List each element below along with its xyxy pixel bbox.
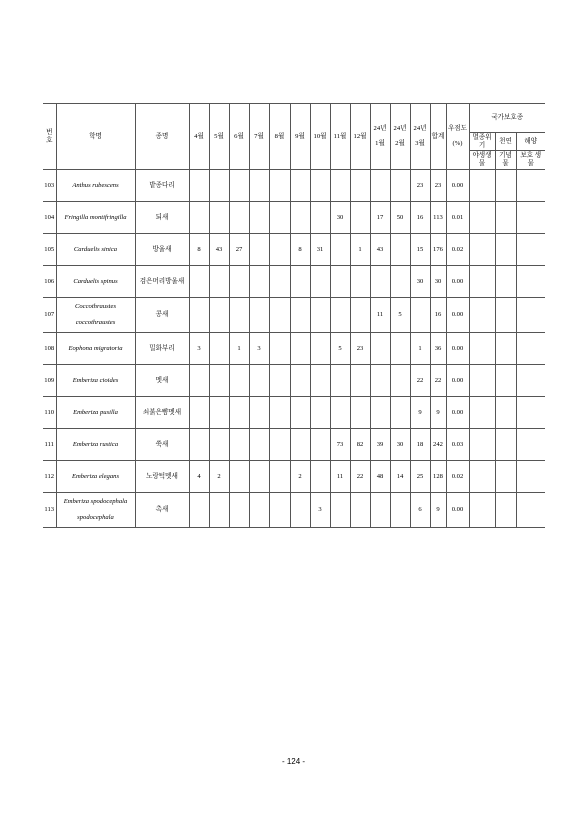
count-cell [390, 234, 410, 266]
header-month: 8월 [269, 104, 290, 170]
row-number: 110 [43, 397, 56, 429]
dominance-cell: 0.00 [446, 365, 469, 397]
count-cell: 1 [229, 333, 249, 365]
count-cell [229, 461, 249, 493]
count-cell [370, 365, 390, 397]
dominance-cell: 0.01 [446, 202, 469, 234]
count-cell: 27 [229, 234, 249, 266]
endangered-cell [469, 333, 495, 365]
count-cell [249, 266, 269, 298]
table-row [43, 234, 545, 266]
count-cell [249, 170, 269, 202]
count-cell [310, 333, 330, 365]
count-cell [310, 266, 330, 298]
count-cell [229, 429, 249, 461]
dominance-cell: 0.02 [446, 461, 469, 493]
header-jan-month: 1월 [375, 140, 385, 148]
header-mar [410, 104, 430, 170]
row-number: 107 [43, 298, 56, 333]
scientific-name-line: Emberiza cioides [72, 376, 119, 384]
monument-cell [495, 365, 516, 397]
total-cell: 9 [430, 493, 446, 528]
count-cell [269, 429, 290, 461]
count-cell [290, 170, 310, 202]
marine-cell [516, 298, 545, 333]
header-national-protected: 국가보호종 [469, 104, 545, 133]
scientific-name [56, 202, 135, 234]
total-cell: 22 [430, 365, 446, 397]
count-cell [350, 365, 370, 397]
count-cell [269, 397, 290, 429]
monument-cell [495, 333, 516, 365]
header-species-name: 종명 [135, 104, 189, 170]
dominance-cell: 0.00 [446, 298, 469, 333]
scientific-name-line: coccothraustes [75, 318, 116, 326]
count-cell [350, 493, 370, 528]
scientific-name [56, 365, 135, 397]
header-marine-line1: 해양 [516, 133, 545, 151]
count-cell [269, 266, 290, 298]
table-row [43, 202, 545, 234]
total-cell: 242 [430, 429, 446, 461]
scientific-name [56, 333, 135, 365]
count-cell [310, 429, 330, 461]
scientific-name-line: spodocephala [77, 513, 114, 521]
table-body [43, 170, 545, 528]
count-cell [249, 234, 269, 266]
count-cell [229, 493, 249, 528]
row-number: 103 [43, 170, 56, 202]
count-cell [209, 266, 229, 298]
count-cell: 1 [410, 333, 430, 365]
row-number: 112 [43, 461, 56, 493]
scientific-name-line: Anthus rubescens [72, 181, 119, 189]
scientific-name-line: Emberiza pusilla [73, 408, 118, 416]
header-dominance-label: 우점도 [447, 124, 468, 132]
scientific-name-line: Coccothraustes [74, 303, 117, 311]
marine-cell [516, 397, 545, 429]
count-cell [269, 234, 290, 266]
count-cell [269, 298, 290, 333]
count-cell: 48 [370, 461, 390, 493]
count-cell: 82 [350, 429, 370, 461]
count-cell: 30 [330, 202, 350, 234]
endangered-cell [469, 493, 495, 528]
count-cell [269, 170, 290, 202]
count-cell [390, 333, 410, 365]
marine-cell [516, 365, 545, 397]
total-cell: 128 [430, 461, 446, 493]
header-month: 10월 [310, 104, 330, 170]
count-cell [189, 365, 209, 397]
count-cell [189, 202, 209, 234]
marine-cell [516, 170, 545, 202]
count-cell [209, 397, 229, 429]
species-name: 밀화부리 [135, 333, 189, 365]
count-cell [290, 202, 310, 234]
count-cell: 2 [290, 461, 310, 493]
header-month: 12월 [350, 104, 370, 170]
species-name: 콩새 [135, 298, 189, 333]
monument-cell [495, 429, 516, 461]
table-row [43, 365, 545, 397]
row-number: 109 [43, 365, 56, 397]
row-number: 105 [43, 234, 56, 266]
scientific-name-line: Eophona migratoria [68, 344, 123, 352]
count-cell: 6 [410, 493, 430, 528]
species-name: 밭종다리 [135, 170, 189, 202]
species-name: 노랑턱멧새 [135, 461, 189, 493]
scientific-name-line: Carduelis sinica [73, 245, 118, 253]
count-cell [330, 365, 350, 397]
marine-cell [516, 266, 545, 298]
count-cell [330, 493, 350, 528]
row-number: 104 [43, 202, 56, 234]
count-cell [249, 365, 269, 397]
count-cell: 5 [330, 333, 350, 365]
count-cell: 30 [390, 429, 410, 461]
header-mar-month: 3월 [415, 140, 425, 148]
monument-cell [495, 202, 516, 234]
count-cell [189, 298, 209, 333]
count-cell [410, 298, 430, 333]
header-endangered-line2: 야생생물 [469, 151, 495, 170]
count-cell [370, 333, 390, 365]
monument-cell [495, 170, 516, 202]
count-cell: 43 [370, 234, 390, 266]
count-cell: 4 [189, 461, 209, 493]
count-cell: 3 [189, 333, 209, 365]
count-cell [189, 266, 209, 298]
monument-cell [495, 493, 516, 528]
dominance-cell: 0.00 [446, 397, 469, 429]
count-cell [370, 397, 390, 429]
count-cell [209, 429, 229, 461]
scientific-name-line: Fringilla montifringilla [64, 213, 127, 221]
count-cell: 16 [410, 202, 430, 234]
count-cell [209, 493, 229, 528]
count-cell [310, 461, 330, 493]
scientific-name-line: Emberiza elegans [71, 472, 120, 480]
count-cell: 22 [410, 365, 430, 397]
count-cell [350, 298, 370, 333]
count-cell [290, 397, 310, 429]
scientific-name [56, 170, 135, 202]
count-cell [390, 397, 410, 429]
count-cell: 2 [209, 461, 229, 493]
monument-cell [495, 397, 516, 429]
row-number: 111 [43, 429, 56, 461]
count-cell: 8 [290, 234, 310, 266]
count-cell: 3 [310, 493, 330, 528]
marine-cell [516, 202, 545, 234]
species-name: 방울새 [135, 234, 189, 266]
header-month: 5월 [209, 104, 229, 170]
scientific-name [56, 397, 135, 429]
table-row [43, 266, 545, 298]
scientific-name [56, 461, 135, 493]
count-cell [189, 397, 209, 429]
endangered-cell [469, 202, 495, 234]
count-cell [189, 493, 209, 528]
header-dominance-unit: (%) [452, 140, 463, 148]
header-month: 9월 [290, 104, 310, 170]
scientific-name [56, 298, 135, 333]
count-cell [310, 397, 330, 429]
header-scientific-name: 학명 [56, 104, 135, 170]
endangered-cell [469, 365, 495, 397]
table-row [43, 493, 545, 528]
endangered-cell [469, 298, 495, 333]
header-month: 6월 [229, 104, 249, 170]
endangered-cell [469, 170, 495, 202]
count-cell [290, 365, 310, 397]
marine-cell [516, 461, 545, 493]
count-cell: 3 [249, 333, 269, 365]
count-cell [249, 298, 269, 333]
total-cell: 176 [430, 234, 446, 266]
count-cell: 17 [370, 202, 390, 234]
header-dominance [446, 104, 469, 170]
count-cell [290, 266, 310, 298]
count-cell [330, 266, 350, 298]
header-feb [390, 104, 410, 170]
table-row [43, 170, 545, 202]
count-cell [370, 493, 390, 528]
marine-cell [516, 333, 545, 365]
species-name: 쇠붉은뺨멧새 [135, 397, 189, 429]
count-cell [209, 202, 229, 234]
header-month: 4월 [189, 104, 209, 170]
row-number: 108 [43, 333, 56, 365]
monument-cell [495, 461, 516, 493]
table-row [43, 397, 545, 429]
count-cell [269, 461, 290, 493]
marine-cell [516, 234, 545, 266]
scientific-name-line: Emberiza rustica [72, 440, 119, 448]
count-cell [249, 429, 269, 461]
count-cell [249, 202, 269, 234]
count-cell [370, 170, 390, 202]
count-cell [229, 365, 249, 397]
count-cell [370, 266, 390, 298]
count-cell [209, 333, 229, 365]
count-cell: 11 [330, 461, 350, 493]
count-cell [209, 365, 229, 397]
count-cell [310, 298, 330, 333]
count-cell [350, 397, 370, 429]
header-jan [370, 104, 390, 170]
scientific-name [56, 266, 135, 298]
count-cell: 23 [410, 170, 430, 202]
endangered-cell [469, 234, 495, 266]
scientific-name-line: Carduelis spinus [73, 277, 118, 285]
total-cell: 113 [430, 202, 446, 234]
page-number: - 124 - [281, 757, 306, 766]
header-feb-month: 2월 [395, 140, 405, 148]
count-cell [269, 493, 290, 528]
species-table [43, 103, 545, 528]
count-cell [310, 170, 330, 202]
species-name: 멧새 [135, 365, 189, 397]
count-cell: 50 [390, 202, 410, 234]
monument-cell [495, 266, 516, 298]
count-cell [229, 298, 249, 333]
count-cell: 15 [410, 234, 430, 266]
count-cell: 30 [410, 266, 430, 298]
dominance-cell: 0.00 [446, 266, 469, 298]
count-cell [350, 266, 370, 298]
marine-cell [516, 493, 545, 528]
count-cell [189, 170, 209, 202]
count-cell: 25 [410, 461, 430, 493]
count-cell: 1 [350, 234, 370, 266]
count-cell: 5 [390, 298, 410, 333]
count-cell: 9 [410, 397, 430, 429]
total-cell: 36 [430, 333, 446, 365]
count-cell [269, 202, 290, 234]
monument-cell [495, 298, 516, 333]
species-name: 촉새 [135, 493, 189, 528]
table-row [43, 333, 545, 365]
count-cell [229, 266, 249, 298]
species-name: 되새 [135, 202, 189, 234]
total-cell: 30 [430, 266, 446, 298]
count-cell [189, 429, 209, 461]
species-name: 검은머리방울새 [135, 266, 189, 298]
header-total: 합계 [430, 104, 446, 170]
count-cell: 18 [410, 429, 430, 461]
scientific-name-line: Emberiza spodocephala [63, 498, 128, 506]
count-cell [229, 202, 249, 234]
header-jan-year: 24년 [373, 124, 387, 132]
header-month: 7월 [249, 104, 269, 170]
dominance-cell: 0.02 [446, 234, 469, 266]
header-monument-line2: 기념물 [495, 151, 516, 170]
count-cell [209, 298, 229, 333]
header-no: 번호 [43, 104, 56, 170]
header-endangered-line1: 멸종위기 [469, 133, 495, 151]
total-cell: 9 [430, 397, 446, 429]
count-cell [390, 365, 410, 397]
endangered-cell [469, 429, 495, 461]
count-cell [229, 170, 249, 202]
header-month: 11월 [330, 104, 350, 170]
species-name: 쑥새 [135, 429, 189, 461]
row-number: 113 [43, 493, 56, 528]
count-cell [310, 365, 330, 397]
total-cell: 23 [430, 170, 446, 202]
count-cell: 23 [350, 333, 370, 365]
scientific-name [56, 234, 135, 266]
count-cell: 43 [209, 234, 229, 266]
count-cell [350, 202, 370, 234]
count-cell [390, 170, 410, 202]
endangered-cell [469, 461, 495, 493]
count-cell [209, 170, 229, 202]
scientific-name [56, 429, 135, 461]
count-cell [269, 365, 290, 397]
dominance-cell: 0.03 [446, 429, 469, 461]
dominance-cell: 0.00 [446, 333, 469, 365]
count-cell [290, 493, 310, 528]
total-cell: 16 [430, 298, 446, 333]
count-cell [330, 397, 350, 429]
scientific-name [56, 493, 135, 528]
marine-cell [516, 429, 545, 461]
count-cell [290, 298, 310, 333]
count-cell [330, 234, 350, 266]
count-cell [390, 493, 410, 528]
header-mar-year: 24년 [413, 124, 427, 132]
count-cell: 8 [189, 234, 209, 266]
count-cell [249, 461, 269, 493]
count-cell [390, 266, 410, 298]
row-number: 106 [43, 266, 56, 298]
count-cell [249, 397, 269, 429]
count-cell [290, 333, 310, 365]
endangered-cell [469, 397, 495, 429]
monument-cell [495, 234, 516, 266]
header-marine-line2: 보호 생물 [516, 151, 545, 170]
header-monument-line1: 천연 [495, 133, 516, 151]
endangered-cell [469, 266, 495, 298]
table-row [43, 429, 545, 461]
count-cell: 73 [330, 429, 350, 461]
header-feb-year: 24년 [393, 124, 407, 132]
count-cell [269, 333, 290, 365]
count-cell: 22 [350, 461, 370, 493]
count-cell [350, 170, 370, 202]
table-row [43, 461, 545, 493]
count-cell: 11 [370, 298, 390, 333]
count-cell: 14 [390, 461, 410, 493]
count-cell [229, 397, 249, 429]
dominance-cell: 0.00 [446, 170, 469, 202]
count-cell [310, 202, 330, 234]
count-cell: 39 [370, 429, 390, 461]
count-cell [290, 429, 310, 461]
count-cell: 31 [310, 234, 330, 266]
dominance-cell: 0.00 [446, 493, 469, 528]
count-cell [330, 298, 350, 333]
count-cell [249, 493, 269, 528]
count-cell [330, 170, 350, 202]
table-row [43, 298, 545, 333]
